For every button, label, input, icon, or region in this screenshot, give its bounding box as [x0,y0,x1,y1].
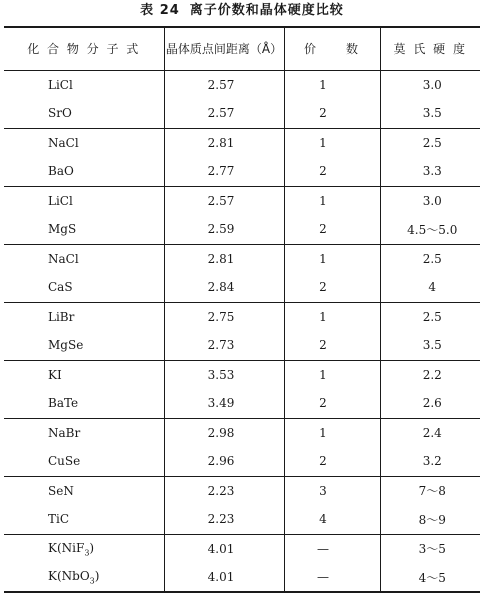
cell-hardness: 2.5 [380,244,480,273]
cell-formula: SeN [4,476,164,505]
table-row [4,389,480,418]
cell-formula: LiCl [4,186,164,215]
cell-distance: 2.59 [164,215,284,244]
header-formula: 化 合 物 分 子 式 [27,42,141,57]
table-row [4,128,480,157]
cell-distance: 2.84 [164,273,284,302]
cell-distance: 2.81 [164,244,284,273]
cell-valence: 1 [284,244,380,273]
table-row [4,70,480,99]
cell-hardness: 2.6 [380,389,480,418]
cell-hardness: 2.5 [380,302,480,331]
cell-valence: 2 [284,273,380,302]
cell-valence: 2 [284,215,380,244]
cell-distance: 2.57 [164,70,284,99]
cell-valence: — [284,563,380,592]
cell-valence: 3 [284,476,380,505]
cell-distance: 2.57 [164,186,284,215]
cell-distance: 3.53 [164,360,284,389]
table-row [4,534,480,563]
cell-valence: 2 [284,447,380,476]
cell-formula: SrO [48,106,72,121]
cell-valence: 2 [284,389,380,418]
cell-valence: 1 [284,70,380,99]
cell-hardness: 3.2 [380,447,480,476]
table-row [4,215,480,244]
table-row [4,447,480,476]
table-row [4,476,480,505]
cell-formula: TiC [48,512,70,527]
table-row [4,302,480,331]
cell-distance: 2.23 [164,505,284,534]
table-body [4,70,480,592]
table-row [4,244,480,273]
cell-hardness: 3.0 [380,186,480,215]
cell-hardness: 8～9 [380,505,480,534]
table-row [4,99,480,128]
cell-hardness: 3.5 [380,331,480,360]
cell-hardness: 2.4 [380,418,480,447]
header-distance: 晶体质点间距离（Å） [164,27,284,70]
cell-hardness: 3～5 [380,534,480,563]
cell-hardness: 2.5 [380,128,480,157]
table-row [4,331,480,360]
table-row [4,563,480,592]
cell-formula: LiBr [4,302,164,331]
table-row [4,418,480,447]
cell-distance: 4.01 [164,563,284,592]
table-row [4,505,480,534]
cell-distance: 2.81 [164,128,284,157]
cell-formula: NaCl [4,244,164,273]
cell-formula: MgSe [48,338,84,353]
cell-valence: 1 [284,418,380,447]
table-title: 离子价数和晶体硬度比较 [189,3,344,18]
cell-formula: K(NbO$_3$) [4,563,164,592]
cell-valence: 1 [284,360,380,389]
cell-formula: NaCl [4,128,164,157]
cell-distance: 2.77 [164,157,284,186]
cell-distance: 2.73 [164,331,284,360]
cell-distance: 2.23 [164,476,284,505]
cell-valence: 1 [284,302,380,331]
header-valence: 价 数 [284,27,380,70]
table-header [4,27,480,70]
cell-hardness: 4.5～5.0 [380,215,480,244]
cell-formula: MgS [48,222,77,237]
cell-formula: NaBr [4,418,164,447]
cell-valence: 2 [284,99,380,128]
cell-hardness: 3.3 [380,157,480,186]
header-hardness: 莫 氏 硬 度 [380,27,480,70]
cell-valence: 1 [284,186,380,215]
cell-formula: BaTe [48,396,79,411]
cell-distance: 2.75 [164,302,284,331]
cell-formula: KI [4,360,164,389]
table-row [4,186,480,215]
table-number: 表 24 [140,3,180,18]
cell-valence: 4 [284,505,380,534]
cell-formula: K(NiF$_3$) [4,534,164,563]
table-caption [0,2,484,20]
cell-formula: BaO [48,164,74,179]
cell-distance: 4.01 [164,534,284,563]
cell-valence: 2 [284,331,380,360]
table-row [4,360,480,389]
cell-hardness: 4 [380,273,480,302]
comparison-table [4,26,480,593]
table-row [4,157,480,186]
cell-valence: 2 [284,157,380,186]
cell-valence: — [284,534,380,563]
cell-hardness: 3.0 [380,70,480,99]
cell-distance: 2.96 [164,447,284,476]
cell-hardness: 2.2 [380,360,480,389]
cell-valence: 1 [284,128,380,157]
cell-hardness: 7～8 [380,476,480,505]
cell-formula: LiCl [4,70,164,99]
cell-distance: 2.98 [164,418,284,447]
table-row [4,273,480,302]
cell-hardness: 4～5 [380,563,480,592]
cell-formula: CaS [48,280,73,295]
cell-distance: 2.57 [164,99,284,128]
cell-hardness: 3.5 [380,99,480,128]
cell-distance: 3.49 [164,389,284,418]
cell-formula: CuSe [48,454,81,469]
